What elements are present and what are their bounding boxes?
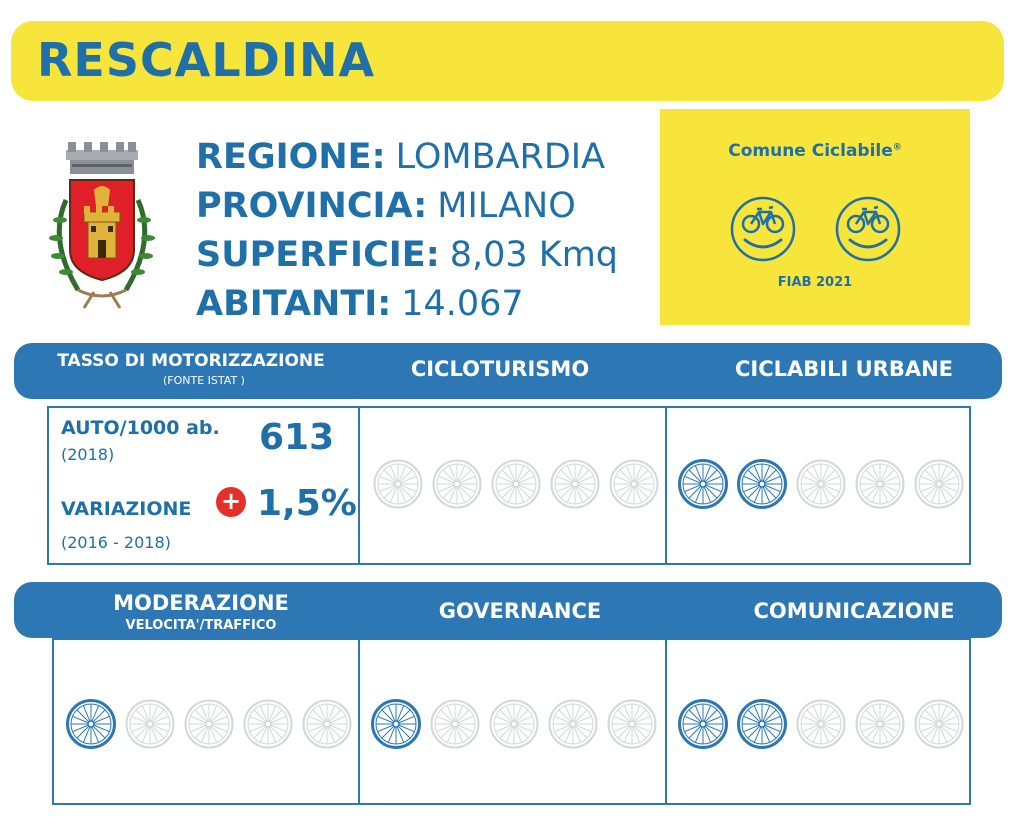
col-subtitle-velocita: VELOCITA'/TRAFFICO bbox=[125, 618, 277, 633]
col-title-ciclabili-urbane: CICLABILI URBANE bbox=[735, 357, 953, 381]
info-label: SUPERFICIE: bbox=[196, 235, 440, 275]
header-band-1 bbox=[14, 343, 1002, 399]
wheel-inactive-icon bbox=[490, 458, 542, 510]
rating-wheels bbox=[370, 698, 658, 750]
info-label: PROVINCIA: bbox=[196, 186, 428, 226]
info-value: MILANO bbox=[437, 186, 576, 226]
wheel-inactive-icon bbox=[488, 698, 540, 750]
badge-title bbox=[660, 141, 970, 161]
wheel-inactive-icon bbox=[124, 698, 176, 750]
wheel-inactive-icon bbox=[431, 458, 483, 510]
wheel-inactive-icon bbox=[795, 458, 847, 510]
wheel-inactive-icon bbox=[913, 698, 965, 750]
rating-wheels bbox=[677, 458, 965, 510]
auto-year: (2018) bbox=[61, 445, 115, 464]
rating-wheels bbox=[372, 458, 660, 510]
col-title-moderazione: MODERAZIONE bbox=[113, 591, 289, 615]
wheel-inactive-icon bbox=[795, 698, 847, 750]
badge-footer: FIAB 2021 bbox=[777, 275, 853, 290]
wheel-inactive-icon bbox=[183, 698, 235, 750]
variazione-value: 1,5% bbox=[257, 483, 357, 524]
rating-wheels bbox=[677, 698, 965, 750]
header-band-2 bbox=[14, 582, 1002, 638]
info-value: 14.067 bbox=[401, 284, 524, 324]
registered-mark: ® bbox=[892, 142, 902, 153]
comunicazione-cell bbox=[665, 638, 971, 805]
info-regione bbox=[196, 133, 618, 182]
info-abitanti bbox=[196, 280, 618, 329]
wheel-active-icon bbox=[370, 698, 422, 750]
page-title: RESCALDINA bbox=[37, 33, 376, 87]
wheel-inactive-icon bbox=[549, 458, 601, 510]
bike-smiley-icon bbox=[835, 196, 901, 262]
auto-value: 613 bbox=[259, 417, 335, 458]
coat-of-arms-icon bbox=[38, 140, 166, 315]
ciclabili-urbane-cell bbox=[665, 406, 971, 565]
bike-smiley-icon bbox=[730, 196, 796, 262]
variazione-label: VARIAZIONE bbox=[61, 498, 192, 520]
motorizzazione-cell bbox=[47, 406, 360, 565]
wheel-inactive-icon bbox=[242, 698, 294, 750]
wheel-inactive-icon bbox=[301, 698, 353, 750]
wheel-inactive-icon bbox=[608, 458, 660, 510]
wheel-inactive-icon bbox=[547, 698, 599, 750]
info-provincia bbox=[196, 182, 618, 231]
badge-title-text: Comune Ciclabile bbox=[728, 141, 893, 161]
info-label: REGIONE: bbox=[196, 137, 386, 177]
info-superficie bbox=[196, 231, 618, 280]
wheel-inactive-icon bbox=[429, 698, 481, 750]
auto-label: AUTO/1000 ab. bbox=[61, 417, 220, 439]
col-title-cicloturismo: CICLOTURISMO bbox=[410, 357, 590, 381]
wheel-inactive-icon bbox=[913, 458, 965, 510]
wheel-active-icon bbox=[736, 458, 788, 510]
wheel-active-icon bbox=[65, 698, 117, 750]
col-title-governance: GOVERNANCE bbox=[438, 599, 602, 623]
wheel-inactive-icon bbox=[372, 458, 424, 510]
rating-wheels bbox=[65, 698, 353, 750]
wheel-inactive-icon bbox=[606, 698, 658, 750]
col-subtitle-fonte: (FONTE ISTAT ) bbox=[163, 374, 245, 387]
variazione-years: (2016 - 2018) bbox=[61, 533, 171, 552]
wheel-inactive-icon bbox=[854, 698, 906, 750]
wheel-active-icon bbox=[736, 698, 788, 750]
info-label: ABITANTI: bbox=[196, 284, 392, 324]
title-bar bbox=[11, 21, 1004, 101]
cicloturismo-cell bbox=[358, 406, 667, 565]
moderazione-cell bbox=[52, 638, 360, 805]
info-block bbox=[196, 133, 618, 329]
col-title-motorizzazione: TASSO DI MOTORIZZAZIONE bbox=[57, 351, 325, 371]
info-value: LOMBARDIA bbox=[395, 137, 606, 177]
col-title-comunicazione: COMUNICAZIONE bbox=[753, 599, 955, 623]
info-value: 8,03 Kmq bbox=[449, 235, 619, 275]
wheel-active-icon bbox=[677, 458, 729, 510]
wheel-inactive-icon bbox=[854, 458, 906, 510]
comune-ciclabile-badge bbox=[660, 109, 970, 325]
wheel-active-icon bbox=[677, 698, 729, 750]
plus-icon: + bbox=[216, 487, 246, 517]
governance-cell bbox=[358, 638, 667, 805]
